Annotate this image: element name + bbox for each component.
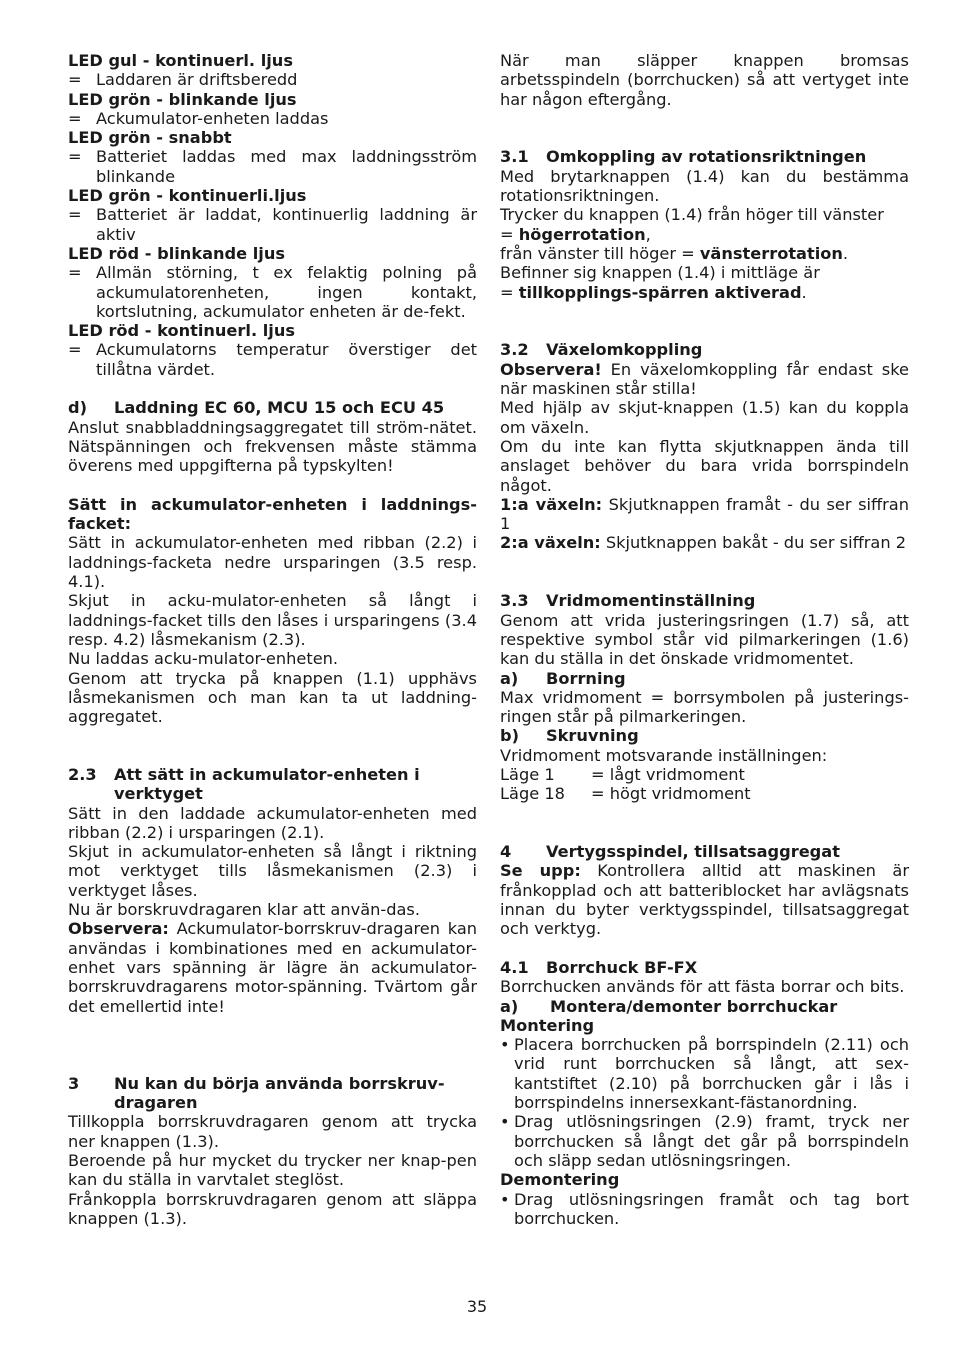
led-red-continuous-desc: = Ackumulatorns temperatur överstiger det tillåtna värdet. — [68, 340, 477, 379]
warning-text: Kontrollera alltid att maskinen är frånkopplad och att batteriblocket har avlägsnats innan du byter verktygsspindel, tillsatsaggregat och verktyg. — [500, 861, 909, 939]
subsection-title: Skruvning — [546, 726, 639, 746]
section-title: Vertygsspindel, tillsatsaggregat — [546, 842, 840, 862]
led-yellow-continuous-heading: LED gul - kontinuerl. ljus — [68, 51, 293, 70]
equals-marker: = — [68, 263, 82, 283]
led-red-blinking-heading: LED röd - blinkande ljus — [68, 243, 286, 263]
section-number: 4.1 — [500, 957, 529, 977]
section-title: Växelomkoppling — [546, 340, 703, 360]
subsection-title: Borrning — [546, 668, 626, 688]
insert-paragraph-3: Nu laddas acku-mulator-enheten. — [68, 649, 339, 669]
insert-paragraph-1: Sätt in ackumulator-enheten med ribban (2.2) i laddnings-facketa nedre ursparingen (3.5 resp. 4.1). — [68, 533, 477, 592]
bullet-marker: • — [500, 1035, 510, 1055]
section-3-2-note — [500, 360, 909, 399]
demounting-heading: Demontering — [500, 1170, 620, 1190]
section-4-warning — [500, 861, 909, 938]
insert-heading: Sätt in ackumulator-enheten i laddnings-facket: — [68, 494, 477, 534]
gear-1-line: 1:a växeln: Skjutknappen framåt - du ser siffran 1 — [500, 494, 909, 534]
section-2-3-heading — [68, 765, 477, 804]
note-text: En växelomkoppling får endast ske när maskinen står stilla! — [500, 359, 909, 399]
led-red-blinking-desc: = Allmän störning, t ex felaktig polning på ackumulatorenheten, ingen kontakt, kortslutning, ackumulator enheten är de-fekt. — [68, 263, 477, 321]
drilling-subheading — [500, 669, 909, 688]
section-4-1-heading — [500, 958, 909, 977]
led-green-continuous-heading: LED grön - kontinuerli.ljus — [68, 186, 307, 206]
bullet-marker: • — [500, 1189, 510, 1209]
section-number: d) — [68, 398, 87, 418]
note-label: Observera: — [68, 919, 169, 939]
led-yellow-continuous-desc: = Laddaren är driftsberedd — [68, 70, 298, 90]
subsection-letter: b) — [500, 726, 519, 746]
equals-marker: = — [68, 340, 82, 360]
left-column — [68, 51, 477, 1228]
right-column — [500, 51, 909, 1228]
section-3-1-paragraph-2: Trycker du knappen (1.4) från höger till vänster — [500, 205, 884, 225]
equals-marker: = — [68, 70, 82, 90]
section-title: Borrchuck BF-FX — [546, 957, 698, 977]
equals-marker: = — [68, 205, 82, 225]
led-green-blinking-desc: = Ackumulator-enheten laddas — [68, 108, 329, 128]
screwing-paragraph: Vridmoment motsvarande inställningen: — [500, 745, 828, 765]
section-title: Laddning EC 60, MCU 15 och ECU 45 — [114, 398, 445, 418]
insert-paragraph-2: Skjut in acku-mulator-enheten så långt i laddnings-facket tills den låses i ursparingens (3.4 resp. 4.2) låsmekanism (2.3). — [68, 591, 477, 649]
section-3-2-paragraph-3: Om du inte kan flytta skjutknappen ända till anslaget behöver du bara vrida borrspindeln något. — [500, 436, 909, 495]
section-title: Vridmomentinställning — [546, 591, 756, 611]
section-d-heading — [68, 398, 477, 417]
led-green-blinking-heading: LED grön - blinkande ljus — [68, 89, 297, 109]
section-3-1-paragraph-1: Med brytarknappen (1.4) kan du bestämma rotationsriktningen. — [500, 166, 909, 206]
torque-row-low: Läge 1 = lågt vridmoment — [500, 764, 745, 784]
mounting-bullet-1: • Placera borrchucken på borrspindeln (2.11) och vrid runt borrchucken så långt, att sex-kantstiftet (2.10) på borrchucken går i lås i borrspindelns innersexkant-fästanordning. — [500, 1035, 909, 1113]
subsection-letter: a) — [500, 668, 519, 688]
subsection-title: Montera/demonter borrchuckar — [550, 996, 838, 1016]
section-3-3-paragraph-1: Genom att vrida justeringsringen (1.7) så, att respektive symbol står vid pilmarkeringen (1.6) kan du ställa in det önskade vridmomentet. — [500, 610, 909, 669]
equals-marker: = — [68, 108, 82, 128]
section-2-3-paragraph-1: Sätt in den laddade ackumulator-enheten med ribban (2.2) i ursparingen (2.1). — [68, 803, 477, 842]
torque-row-high: Läge 18 = högt vridmoment — [500, 784, 751, 804]
demounting-bullet-1: • Drag utlösningsringen framåt och tag bort borrchucken. — [500, 1189, 909, 1228]
section-3-2-heading — [500, 340, 909, 359]
left-rotation-line: från vänster till höger = vänsterrotation. — [500, 243, 849, 263]
section-number: 3 — [68, 1073, 80, 1093]
section-title: Att sätt in ackumulator-enheten i verktyget — [114, 764, 420, 804]
section-title: Omkoppling av rotationsriktningen — [546, 147, 867, 167]
bullet-marker: • — [500, 1112, 510, 1132]
mount-demount-subheading — [500, 997, 909, 1016]
section-number: 3.2 — [500, 340, 529, 360]
section-2-3-paragraph-2: Skjut in ackumulator-enheten så långt i riktning mot verktyget tills låsmekanismen (2.3) i verktyget låses. — [68, 842, 477, 900]
section-2-3-note — [68, 919, 477, 1015]
equals-marker: = — [68, 147, 82, 167]
mounting-heading: Montering — [500, 1015, 595, 1035]
section-3-3-heading — [500, 591, 909, 610]
subsection-letter: a) — [500, 996, 519, 1016]
led-green-fast-heading: LED grön - snabbt — [68, 128, 232, 148]
mounting-bullet-2: • Drag utlösningsringen (2.9) framt, tryck ner borrchucken så långt det går på borrspindeln och släpp sedan utlösningsringen. — [500, 1112, 909, 1170]
intro-paragraph: När man släpper knappen bromsas arbetsspindeln (borrchucken) så att vertyget inte har någon eftergång. — [500, 51, 909, 109]
section-number: 3.1 — [500, 147, 529, 167]
page-number: 35 — [466, 1297, 488, 1316]
section-3-paragraph-3: Frånkoppla borrskruvdragaren genom att släppa knappen (1.3). — [68, 1189, 477, 1228]
section-3-1-paragraph-4: Befinner sig knappen (1.4) i mittläge är — [500, 263, 820, 283]
section-number: 3.3 — [500, 591, 529, 611]
lock-line: = tillkopplings-spärren aktiverad. — [500, 282, 807, 302]
section-4-1-paragraph-1: Borrchucken används för att fästa borrar och bits. — [500, 977, 905, 997]
right-rotation-line: = högerrotation, — [500, 224, 651, 244]
section-3-heading — [68, 1074, 477, 1113]
warning-label: Se upp: — [500, 861, 581, 881]
section-d-paragraph: Anslut snabbladdningsaggregatet till ström-nätet. Nätspänningen och frekvensen måste stämma överens med uppgifterna på typskylten! — [68, 417, 477, 476]
gear-2-line: 2:a växeln: Skjutknappen bakåt - du ser siffran 2 — [500, 533, 907, 553]
section-3-paragraph-2: Beroende på hur mycket du trycker ner knap-pen kan du ställa in varvtalet steglöst. — [68, 1150, 477, 1190]
led-green-continuous-desc: = Batteriet är laddat, kontinuerlig laddning är aktiv — [68, 205, 477, 244]
led-red-continuous-heading: LED röd - kontinuerl. ljus — [68, 321, 295, 341]
section-3-2-paragraph-2: Med hjälp av skjut-knappen (1.5) kan du koppla om växeln. — [500, 398, 909, 437]
section-2-3-paragraph-3: Nu är borskruvdragaren klar att använ-das. — [68, 900, 420, 920]
note-text: Ackumulator-borrskruv-dragaren kan användas i kombinationes med en ackumulator-enhet vars spänning är lägre än ackumulator-borrskruvdragarens motor-spänning. Tvärtom går det emellertid inte! — [68, 919, 477, 1016]
note-label: Observera! — [500, 359, 602, 379]
led-green-fast-desc: = Batteriet laddas med max laddningsström blinkande — [68, 147, 477, 186]
section-4-heading — [500, 842, 909, 861]
section-3-1-heading — [500, 147, 909, 166]
section-title: Nu kan du börja använda borrskruv-dragaren — [114, 1073, 445, 1113]
screwing-subheading — [500, 726, 909, 745]
section-number: 4 — [500, 842, 512, 862]
drilling-paragraph: Max vridmoment = borrsymbolen på justerings-ringen står på pilmarkeringen. — [500, 687, 909, 727]
insert-paragraph-4: Genom att trycka på knappen (1.1) upphävs låsmekanismen och man kan ta ut laddning-aggregatet. — [68, 668, 477, 727]
section-number: 2.3 — [68, 764, 97, 784]
section-3-paragraph-1: Tillkoppla borrskruvdragaren genom att trycka ner knappen (1.3). — [68, 1112, 477, 1151]
